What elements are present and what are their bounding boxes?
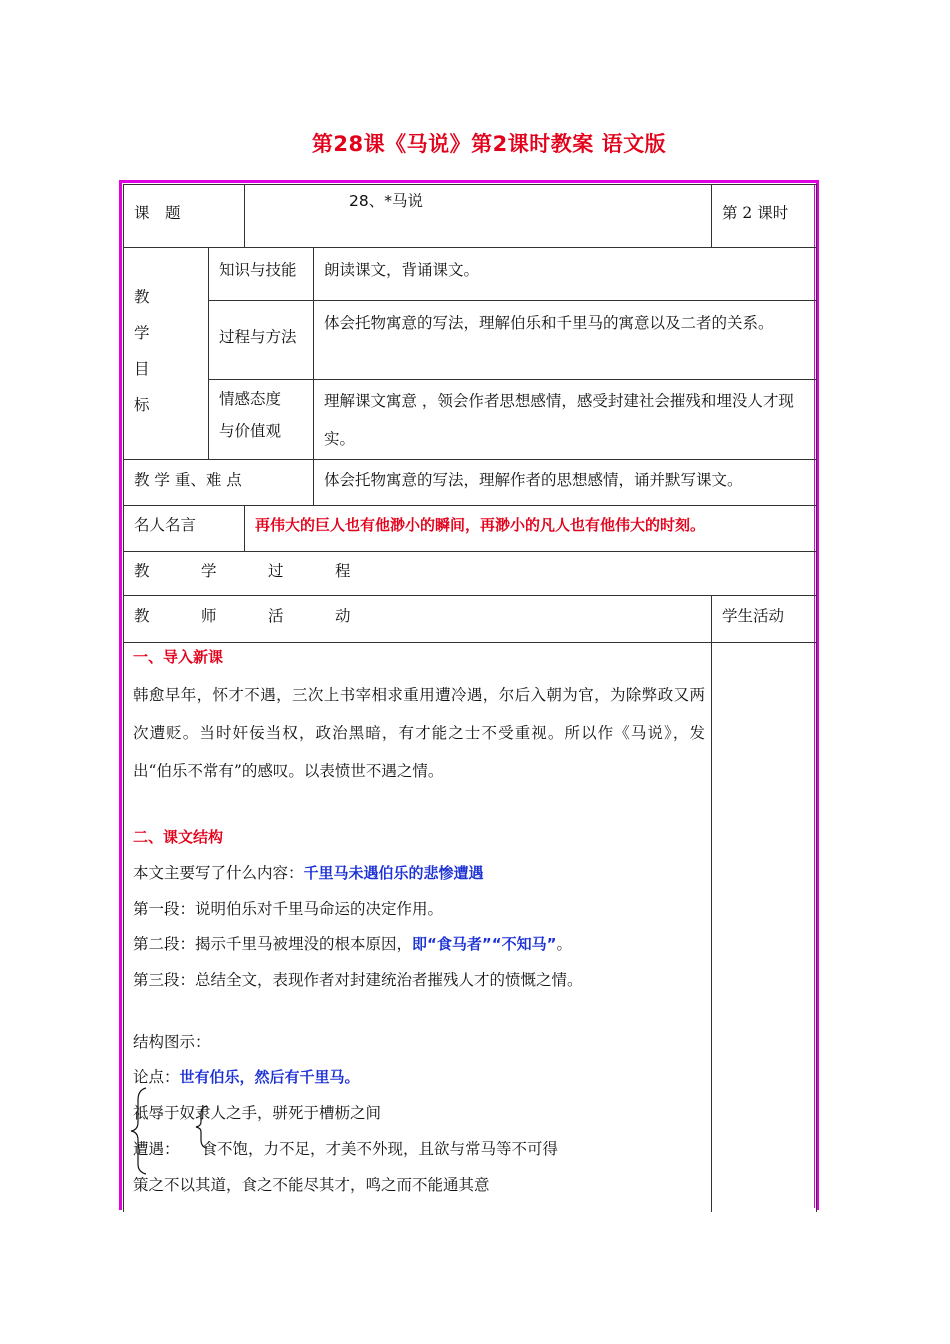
process-label-4: 程 <box>335 562 351 580</box>
objective-name-2: 过程与方法 <box>219 328 297 346</box>
paragraph-2-end: 。 <box>556 935 572 953</box>
process-label-cell <box>123 551 817 596</box>
quote-value: 再伟大的巨人也有他渺小的瞬间，再渺小的凡人也有他伟大的时刻。 <box>255 516 706 534</box>
main-content-line <box>133 861 484 883</box>
keypoint-label-cell <box>123 459 314 506</box>
student-label: 学生活动 <box>722 607 785 625</box>
objective-content-cell-1 <box>313 247 817 301</box>
topic-value-cell <box>244 184 712 248</box>
topic-value: 28、*马说 <box>349 192 423 210</box>
structure-brace-large <box>128 1086 152 1176</box>
objective-content-3: 理解课文寓意 ，领会作者思想感情，感受封建社会摧残和埋没人才现实。 <box>324 392 794 448</box>
objective-name-3b: 与价值观 <box>219 422 282 440</box>
objectives-label-1: 教 <box>134 288 150 306</box>
paragraph-2-line <box>133 932 572 954</box>
quote-label: 名人名言 <box>134 516 197 534</box>
thesis-label: 论点： <box>133 1068 180 1086</box>
objectives-label-2: 学 <box>134 324 150 342</box>
encounter-label: 遭遇： <box>133 1140 180 1158</box>
paragraph-1-summary: 第一段：说明伯乐对千里马命运的决定作用。 <box>133 900 444 918</box>
quote-value-cell <box>244 505 817 552</box>
objective-name-cell-3 <box>208 379 314 460</box>
keypoint-value-cell <box>313 459 817 506</box>
objectives-label-4: 标 <box>134 396 150 414</box>
objective-name-3a: 情感态度 <box>219 390 282 408</box>
period: 第 2 课时 <box>722 204 789 222</box>
paragraph-3-summary: 第三段：总结全文，表现作者对封建统治者摧残人才的愤慨之情。 <box>133 971 583 989</box>
keypoint-label: 教 学 重、难 点 <box>134 471 242 489</box>
structure-line-1: 祗辱于奴隶人之手，骈死于槽枥之间 <box>133 1104 382 1122</box>
main-content-question: 本文主要写了什么内容： <box>133 864 304 882</box>
objective-content-2: 体会托物寓意的写法，理解伯乐和千里马的寓意以及二者的关系。 <box>324 314 774 332</box>
teacher-label-3: 活 <box>268 607 284 625</box>
process-label-2: 学 <box>201 562 217 580</box>
teacher-activity-header <box>123 595 712 643</box>
structure-brace-small <box>193 1104 211 1150</box>
teacher-label-2: 师 <box>201 607 217 625</box>
topic-label-cell <box>123 184 245 248</box>
teacher-label-1: 教 <box>134 607 150 625</box>
main-content-answer: 千里马未遇伯乐的悲惨遭遇 <box>303 864 484 882</box>
objective-name-cell-1 <box>208 247 314 301</box>
section1-heading: 一、导入新课 <box>133 648 224 666</box>
objective-content-cell-3 <box>313 379 817 460</box>
teacher-label-4: 动 <box>335 607 351 625</box>
period-cell <box>711 184 817 248</box>
student-activity-header <box>711 595 817 643</box>
objective-name-1: 知识与技能 <box>219 261 297 279</box>
process-label-3: 过 <box>268 562 284 580</box>
encounter-value: 食不饱，力不足，才美不外现，且欲与常马等不可得 <box>201 1140 559 1158</box>
topic-label: 课 题 <box>134 204 181 222</box>
paragraph-2-emphasis: 即“食马者”“不知马” <box>412 935 557 953</box>
diagram-label: 结构图示： <box>133 1033 211 1051</box>
objectives-label-3: 目 <box>134 360 150 378</box>
page-title: 第28课《马说》第2课时教案 语文版 <box>311 132 667 156</box>
objective-content-cell-2 <box>313 300 817 380</box>
keypoint-value: 体会托物寓意的写法，理解作者的思想感情，诵并默写课文。 <box>324 471 743 489</box>
process-label-1: 教 <box>134 562 150 580</box>
structure-line-3: 策之不以其道，食之不能尽其才，鸣之而不能通其意 <box>133 1176 490 1194</box>
student-content-cell <box>711 642 817 1212</box>
objectives-label-cell <box>123 247 209 460</box>
objective-content-1: 朗读课文，背诵课文。 <box>324 261 480 279</box>
objective-name-cell-2 <box>208 300 314 380</box>
section2-heading: 二、课文结构 <box>133 828 224 846</box>
section1-text: 韩愈早年，怀才不遇，三次上书宰相求重用遭冷遇，尔后入朝为官，为除弊政又两次遭贬。当时奸佞当权，政治黑暗，有才能之士不受重视。所以作《马说》，发出“伯乐不常有”的感叹。以表愤世不遇之情。 <box>133 686 705 780</box>
thesis-line <box>133 1065 360 1087</box>
paragraph-2-summary: 第二段：揭示千里马被埋没的根本原因， <box>133 935 413 953</box>
thesis-value: 世有伯乐，然后有千里马。 <box>179 1068 360 1086</box>
quote-label-cell <box>123 505 245 552</box>
